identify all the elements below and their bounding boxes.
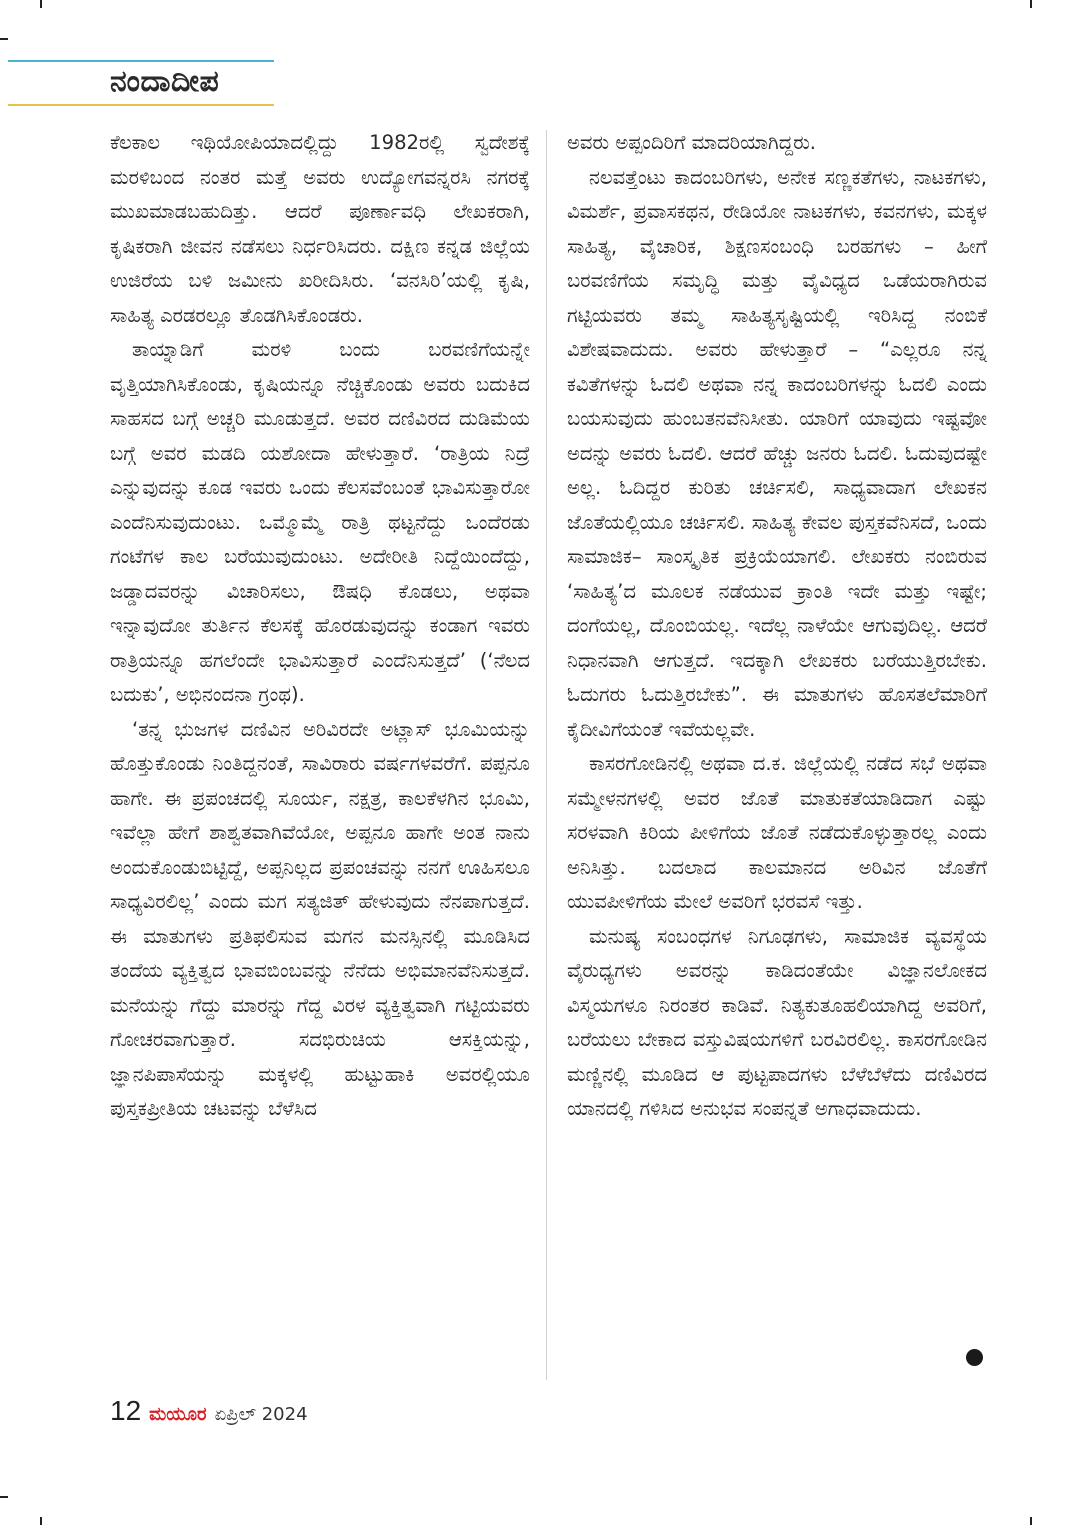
paragraph: ‘ತನ್ನ ಭುಜಗಳ ದಣಿವಿನ ಅರಿವಿರದೇ ಅಟ್ಲಾಸ್ ಭೂಮಿಯನ್ನು ಹೊತ್ತುಕೊಂಡು ನಿಂತಿದ್ದನಂತೆ, ಸಾವಿರಾರು ವರ್ಷಗಳವರೆಗೆ. ಪಪ್ಪನೂ ಹಾಗೇ. ಈ ಪ್ರಪಂಚದಲ್ಲಿ ಸೂರ್ಯ, ನಕ್ಷತ್ರ, ಕಾಲಕೆಳಗಿನ ಭೂಮಿ, ಇವೆಲ್ಲಾ ಹೇಗೆ ಶಾಶ್ವತವಾಗಿವೆಯೋ, ಅಪ್ಪನೂ ಹಾಗೇ ಅಂತ ನಾನು ಅಂದುಕೊಂಡುಬಿಟ್ಟಿದ್ದೆ, ಅಪ್ಪನಿಲ್ಲದ ಪ್ರಪಂಚವನ್ನು ನನಗೆ ಊಹಿಸಲೂ ಸಾಧ್ಯವಿರಲಿಲ್ಲ’ ಎಂದು ಮಗ ಸತ್ಯಜಿತ್ ಹೇಳುವುದು ನೆನಪಾಗುತ್ತದೆ. ಈ ಮಾತುಗಳು ಪ್ರತಿಫಲಿಸುವ ಮಗನ ಮನಸ್ಸಿನಲ್ಲಿ ಮೂಡಿಸಿದ ತಂದೆಯ ವ್ಯಕ್ತಿತ್ವದ ಭಾವಬಿಂಬವನ್ನು ನೆನೆದು ಅಭಿಮಾನವೆನಿಸುತ್ತದೆ. ಮನೆಯನ್ನು ಗೆದ್ದು ಮಾರನ್ನು ಗೆದ್ದ ವಿರಳ ವ್ಯಕ್ತಿತ್ವವಾಗಿ ಗಟ್ಟಿಯವರು ಗೋಚರವಾಗುತ್ತಾರೆ. ಸದಭಿರುಚಿಯ ಆಸಕ್ತಿಯನ್ನು, ಜ್ಞಾನಪಿಪಾಸೆಯನ್ನು ಮಕ್ಕಳಲ್ಲಿ ಹುಟ್ಟುಹಾಕಿ ಅವರಲ್ಲಿಯೂ ಪುಸ್ತಕಪ್ರೀತಿಯ ಚಟವನ್ನು ಬೆಳೆಸಿದ xyxy=(110,717,530,1120)
article-column-right xyxy=(567,126,987,1352)
crop-mark xyxy=(40,1517,42,1525)
paragraph: ಕಾಸರಗೋಡಿನಲ್ಲಿ ಅಥವಾ ದ.ಕ. ಜಿಲ್ಲೆಯಲ್ಲಿ ನಡೆದ ಸಭೆ ಅಥವಾ ಸಮ್ಮೇಳನಗಳಲ್ಲಿ ಅವರ ಜೊತೆ ಮಾತುಕತೆಯಾಡಿದಾಗ ಎಷ್ಟು ಸರಳವಾಗಿ ಕಿರಿಯ ಪೀಳಿಗೆಯ ಜೊತೆ ನಡೆದುಕೊಳ್ಳುತ್ತಾರಲ್ಲ ಎಂದು ಅನಿಸಿತ್ತು. ಬದಲಾದ ಕಾಲಮಾನದ ಅರಿವಿನ ಜೊತೆಗೆ ಯುವಪೀಳಿಗೆಯ ಮೇಲೆ ಅವರಿಗೆ ಭರವಸೆ ಇತ್ತು. xyxy=(567,752,987,913)
crop-mark xyxy=(0,38,8,40)
crop-mark xyxy=(1030,0,1032,8)
crop-mark xyxy=(1030,1517,1032,1525)
magazine-logo: ಮಯೂರ xyxy=(149,1404,207,1425)
page-number: 12 xyxy=(110,1395,142,1426)
paragraph: ಮನುಷ್ಯ ಸಂಬಂಧಗಳ ನಿಗೂಢಗಳು, ಸಾಮಾಜಿಕ ವ್ಯವಸ್ಥೆಯ ವೈರುಧ್ಯಗಳು ಅವರನ್ನು ಕಾಡಿದಂತೆಯೇ ವಿಜ್ಞಾನಲೋಕದ ವಿಸ್ಮಯಗಳೂ ನಿರಂತರ ಕಾಡಿವೆ. ನಿತ್ಯಕುತೂಹಲಿಯಾಗಿದ್ದ ಅವರಿಗೆ, ಬರೆಯಲು ಬೇಕಾದ ವಸ್ತುವಿಷಯಗಳಿಗೆ ಬರವಿರಲಿಲ್ಲ. ಕಾಸರಗೋಡಿನ ಮಣ್ಣಿನಲ್ಲಿ ಮೂಡಿದ ಆ ಪುಟ್ಟಪಾದಗಳು ಬೆಳೆಬೆಳೆದು ದಣಿವಿರದ ಯಾನದಲ್ಲಿ ಗಳಿಸಿದ ಅನುಭವ ಸಂಪನ್ನತೆ ಅಗಾಧವಾದುದು. xyxy=(567,924,987,1120)
page-footer xyxy=(110,1395,308,1431)
crop-mark xyxy=(40,0,42,8)
article-column-left xyxy=(110,126,530,1388)
paragraph: ಅವರು ಅಪ್ಪಂದಿರಿಗೆ ಮಾದರಿಯಾಗಿದ್ದರು. xyxy=(567,131,817,154)
paragraph: ಕೆಲಕಾಲ ಇಥಿಯೋಪಿಯಾದಲ್ಲಿದ್ದು 1982ರಲ್ಲಿ ಸ್ವದೇಶಕ್ಕೆ ಮರಳಿಬಂದ ನಂತರ ಮತ್ತೆ ಅವರು ಉದ್ಯೋಗವನ್ನರಸಿ ನಗರಕ್ಕೆ ಮುಖಮಾಡಬಹುದಿತ್ತು. ಆದರೆ ಪೂರ್ಣಾವಧಿ ಲೇಖಕರಾಗಿ, ಕೃಷಿಕರಾಗಿ ಜೀವನ ನಡೆಸಲು ನಿರ್ಧರಿಸಿದರು. ದಕ್ಷಿಣ ಕನ್ನಡ ಜಿಲ್ಲೆಯ ಉಜಿರೆಯ ಬಳಿ ಜಮೀನು ಖರೀದಿಸಿರು. ‘ವನಸಿರಿ’ಯಲ್ಲಿ ಕೃಷಿ, ಸಾಹಿತ್ಯ ಎರಡರಲ್ಲೂ ತೊಡಗಿಸಿಕೊಂಡರು. xyxy=(110,131,530,327)
paragraph: ನಲವತ್ತೆಂಟು ಕಾದಂಬರಿಗಳು, ಅನೇಕ ಸಣ್ಣಕತೆಗಳು, ನಾಟಕಗಳು, ವಿಮರ್ಶೆ, ಪ್ರವಾಸಕಥನ, ರೇಡಿಯೋ ನಾಟಕಗಳು, ಕವನಗಳು, ಮಕ್ಕಳ ಸಾಹಿತ್ಯ, ವೈಚಾರಿಕ, ಶಿಕ್ಷಣಸಂಬಂಧಿ ಬರಹಗಳು – ಹೀಗೆ ಬರವಣಿಗೆಯ ಸಮೃದ್ಧಿ ಮತ್ತು ವೈವಿಧ್ಯದ ಒಡೆಯರಾಗಿರುವ ಗಟ್ಟಿಯವರು ತಮ್ಮ ಸಾಹಿತ್ಯಸೃಷ್ಟಿಯಲ್ಲಿ ಇರಿಸಿದ್ದ ನಂಬಿಕೆ ವಿಶೇಷವಾದುದು. ಅವರು ಹೇಳುತ್ತಾರೆ – “ಎಲ್ಲರೂ ನನ್ನ ಕವಿತೆಗಳನ್ನು ಓದಲಿ ಅಥವಾ ನನ್ನ ಕಾದಂಬರಿಗಳನ್ನು ಓದಲಿ ಎಂದು ಬಯಸುವುದು ಹುಂಬತನವೆನಿಸೀತು. ಯಾರಿಗೆ ಯಾವುದು ಇಷ್ಟವೋ ಅದನ್ನು ಅವರು ಓದಲಿ. ಆದರೆ ಹೆಚ್ಚು ಜನರು ಓದಲಿ. ಓದುವುದಷ್ಟೇ ಅಲ್ಲ. ಓದಿದ್ದರ ಕುರಿತು ಚರ್ಚಿಸಲಿ, ಸಾಧ್ಯವಾದಾಗ ಲೇಖಕನ ಜೊತೆಯಲ್ಲಿಯೂ ಚರ್ಚಿಸಲಿ. ಸಾಹಿತ್ಯ ಕೇವಲ ಪುಸ್ತಕವೆನಿಸದೆ, ಒಂದು ಸಾಮಾಜಿಕ– ಸಾಂಸ್ಕೃತಿಕ ಪ್ರಕ್ರಿಯೆಯಾಗಲಿ. ಲೇಖಕರು ನಂಬಿರುವ ‘ಸಾಹಿತ್ಯ’ದ ಮೂಲಕ ನಡೆಯುವ ಕ್ರಾಂತಿ ಇದೇ ಮತ್ತು ಇಷ್ಟೇ; ದಂಗೆಯಲ್ಲ, ದೊಂಬಿಯಲ್ಲ. ಇದೆಲ್ಲ ನಾಳೆಯೇ ಆಗುವುದಿಲ್ಲ. ಆದರೆ ನಿಧಾನವಾಗಿ ಆಗುತ್ತದೆ. ಇದಕ್ಕಾಗಿ ಲೇಖಕರು ಬರೆಯುತ್ತಿರಬೇಕು. ಓದುಗರು ಓದುತ್ತಿರಬೇಕು”. ಈ ಮಾತುಗಳು ಹೊಸತಲೆಮಾರಿಗೆ ಕೈದೀವಿಗೆಯಂತೆ ಇವೆಯಲ್ಲವೇ. xyxy=(567,165,987,741)
article-end-mark xyxy=(966,1349,983,1366)
column-divider xyxy=(546,130,547,1380)
header-rule-bottom xyxy=(8,104,274,106)
crop-mark xyxy=(0,1496,8,1498)
section-title: ನಂದಾದೀಪ xyxy=(110,64,220,99)
paragraph: ತಾಯ್ನಾಡಿಗೆ ಮರಳಿ ಬಂದು ಬರವಣಿಗೆಯನ್ನೇ ವೃತ್ತಿಯಾಗಿಸಿಕೊಂಡು, ಕೃಷಿಯನ್ನೂ ನೆಚ್ಚಿಕೊಂಡು ಅವರು ಬದುಕಿದ ಸಾಹಸದ ಬಗ್ಗೆ ಅಚ್ಚರಿ ಮೂಡುತ್ತದೆ. ಅವರ ದಣಿವಿರದ ದುಡಿಮೆಯ ಬಗ್ಗೆ ಅವರ ಮಡದಿ ಯಶೋದಾ ಹೇಳುತ್ತಾರೆ. ‘ರಾತ್ರಿಯ ನಿದ್ರೆ ಎನ್ನುವುದನ್ನು ಕೂಡ ಇವರು ಒಂದು ಕೆಲಸವೆಂಬಂತೆ ಭಾವಿಸುತ್ತಾರೋ ಎಂದೆನಿಸುವುದುಂಟು. ಒಮ್ಮೊಮ್ಮೆ ರಾತ್ರಿ ಥಟ್ಟನೆದ್ದು ಒಂದೆರಡು ಗಂಟೆಗಳ ಕಾಲ ಬರೆಯುವುದುಂಟು. ಅದೇರೀತಿ ನಿದ್ದೆಯಿಂದೆದ್ದು, ಜಡ್ಡಾದವರನ್ನು ವಿಚಾರಿಸಲು, ಔಷಧಿ ಕೊಡಲು, ಅಥವಾ ಇನ್ನಾವುದೋ ತುರ್ತಿನ ಕೆಲಸಕ್ಕೆ ಹೊರಡುವುದನ್ನು ಕಂಡಾಗ ಇವರು ರಾತ್ರಿಯನ್ನೂ ಹಗಲೆಂದೇ ಭಾವಿಸುತ್ತಾರೆ ಎಂದೆನಿಸುತ್ತದೆ’ (‘ನೆಲದ ಬದುಕು’, ಅಭಿನಂದನಾ ಗ್ರಂಥ). xyxy=(110,338,530,706)
header-rule-top xyxy=(8,60,274,62)
issue-date: ಏಪ್ರಿಲ್ 2024 xyxy=(214,1404,308,1425)
